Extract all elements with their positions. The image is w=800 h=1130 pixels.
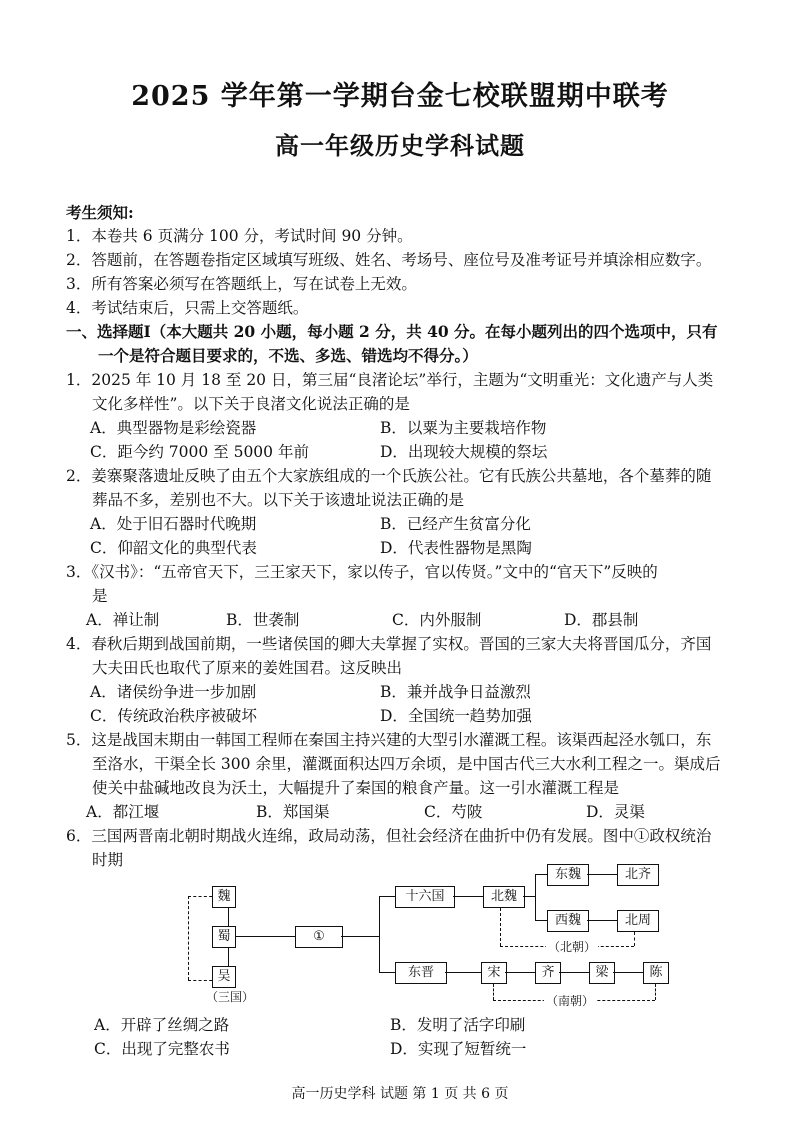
- node-eastern-jin: 东晋: [395, 962, 447, 984]
- diagram-connector: [535, 920, 547, 921]
- diagram-connector: [535, 874, 547, 875]
- question-4-option-b: B．兼并战争日益激烈: [380, 683, 531, 701]
- diagram-connector: [523, 896, 535, 897]
- question-6-line: 6．三国两晋南北朝时期战火连绵，政局动荡，但社会经济在曲折中仍有发展。图中①政权统治: [66, 827, 712, 845]
- question-5-option-b: B．郑国渠: [256, 803, 330, 821]
- question-4-line: 大夫田氏也取代了原来的姜姓国君。这反映出: [92, 659, 403, 677]
- question-5-line: 5．这是战国末期由一韩国工程师在秦国主持兴建的大型引水灌溉工程。该渠西起泾水瓠口，东: [66, 731, 712, 749]
- question-3-line: 是: [92, 587, 108, 605]
- exam-subtitle: 高一年级历史学科试题: [275, 131, 525, 160]
- node-song: 宋: [481, 962, 507, 984]
- question-1-option-d: D．出现较大规模的祭坛: [380, 443, 548, 461]
- node-western-wei: 西魏: [547, 910, 589, 932]
- diagram-dash-line: [188, 896, 189, 980]
- section-heading: 一、选择题Ⅰ（本大题共 20 小题，每小题 2 分，共 40 分。在每小题列出的四个选项中，只有: [66, 322, 718, 341]
- question-5-line: 使关中盐碱地改良为沃土，大幅提升了秦国的粮食产量。这一引水灌溉工程是: [92, 779, 620, 797]
- question-1-option-a: A．典型器物是彩绘瓷器: [90, 419, 257, 437]
- diagram-connector: [587, 920, 617, 921]
- question-6-line: 时期: [92, 851, 124, 869]
- diagram-connector: [453, 896, 483, 897]
- question-5-option-a: A．都江堰: [86, 803, 160, 821]
- diagram-connector: [505, 972, 535, 973]
- page-footer: 高一历史学科 试题 第 1 页 共 6 页: [291, 1086, 509, 1102]
- question-1-line: 文化多样性”。以下关于良渚文化说法正确的是: [92, 395, 410, 413]
- section-heading-cont: 一个是符合题目要求的，不选、多选、错选均不得分。）: [98, 346, 478, 365]
- notice-item: 4．考试结束后，只需上交答题纸。: [66, 299, 309, 317]
- question-2-option-c: C．仰韶文化的典型代表: [90, 539, 257, 557]
- caption-three-kingdoms: （三国）: [206, 990, 255, 1004]
- node-liang: 梁: [589, 962, 615, 984]
- diagram-dash-line: [655, 984, 656, 1000]
- diagram-connector: [341, 936, 379, 937]
- diagram-connector: [587, 874, 617, 875]
- question-2-line: 2．姜寨聚落遗址反映了由五个大家族组成的一个氏族公社。它有氏族公共墓地，各个墓葬的随: [66, 467, 712, 485]
- question-2-option-b: B．已经产生贫富分化: [380, 515, 531, 533]
- node-qi: 齐: [535, 962, 561, 984]
- question-3-option-d: D．郡县制: [564, 611, 639, 629]
- diagram-connector: [559, 972, 589, 973]
- question-6-option-d: D．实现了短暂统一: [390, 1040, 527, 1058]
- question-1-line: 1．2025 年 10 月 18 至 20 日，第三届“良渚论坛”举行，主题为“文明重光：文化遗产与人类: [66, 371, 714, 389]
- diagram-dash-line: [500, 908, 501, 946]
- node-chen: 陈: [643, 962, 669, 984]
- node-northern-wei: 北魏: [483, 886, 525, 908]
- question-2-line: 葬品不多，差别也不大。以下关于该遗址说法正确的是: [92, 491, 465, 509]
- question-6-option-c: C．出现了完整农书: [94, 1040, 230, 1058]
- notice-item: 3．所有答案必须写在答题纸上，写在试卷上无效。: [66, 275, 417, 293]
- caption-southern-dynasties: （南朝）: [546, 994, 595, 1008]
- question-2-option-d: D．代表性器物是黑陶: [380, 539, 532, 557]
- node-northern-zhou: 北周: [617, 910, 659, 932]
- node-wei: 魏: [212, 886, 236, 908]
- question-3-option-c: C．内外服制: [392, 611, 482, 629]
- question-5-line: 至洛水，干渠全长 300 余里，灌溉面积达四万余顷，是中国古代三大水利工程之一。渠成后: [92, 755, 721, 773]
- node-northern-qi: 北齐: [617, 864, 659, 886]
- caption-northern-dynasties: （北朝）: [548, 940, 597, 954]
- question-2-option-a: A．处于旧石器时代晚期: [90, 515, 257, 533]
- node-sixteen-kingdoms: 十六国: [395, 886, 455, 908]
- diagram-dash-line: [634, 932, 635, 946]
- question-4-line: 4．春秋后期到战国前期，一些诸侯国的卿大夫掌握了实权。晋国的三家大夫将晋国瓜分，齐国: [66, 635, 712, 653]
- question-5-option-c: C．芍陂: [424, 803, 483, 821]
- diagram-connector: [379, 896, 380, 972]
- dynasty-diagram: [180, 860, 663, 1010]
- node-eastern-wei: 东魏: [547, 864, 589, 886]
- diagram-connector: [379, 896, 395, 897]
- diagram-connector: [379, 972, 395, 973]
- diagram-connector: [445, 972, 481, 973]
- node-wu: 吴: [212, 966, 236, 988]
- question-1-option-c: C．距今约 7000 至 5000 年前: [90, 443, 309, 461]
- node-regime-1: ①: [295, 926, 343, 948]
- question-3-line: 3．《汉书》：“五帝官天下，三王家天下，家以传子，官以传贤。”文中的“官天下”反映的: [66, 563, 658, 581]
- question-3-option-b: B．世袭制: [226, 611, 300, 629]
- question-4-option-a: A．诸侯纷争进一步加剧: [90, 683, 257, 701]
- diagram-connector: [613, 972, 643, 973]
- diagram-connector: [535, 874, 536, 920]
- question-6-option-a: A．开辟了丝绸之路: [94, 1016, 230, 1034]
- question-6-option-b: B．发明了活字印刷: [390, 1016, 526, 1034]
- notice-item: 2．答题前，在答题卷指定区域填写班级、姓名、考场号、座位号及准考证号并填涂相应数字。: [66, 251, 712, 269]
- question-4-option-c: C．传统政治秩序被破坏: [90, 707, 257, 725]
- question-5-option-d: D．灵渠: [586, 803, 645, 821]
- question-4-option-d: D．全国统一趋势加强: [380, 707, 532, 725]
- notice-item: 1．本卷共 6 页满分 100 分，考试时间 90 分钟。: [66, 227, 413, 245]
- question-3-option-a: A．禅让制: [86, 611, 160, 629]
- notice-heading: 考生须知:: [66, 203, 134, 222]
- question-1-option-b: B．以粟为主要栽培作物: [380, 419, 547, 437]
- diagram-connector: [235, 936, 295, 937]
- node-shu: 蜀: [212, 926, 236, 948]
- exam-title: 2025 学年第一学期台金七校联盟期中联考: [131, 81, 669, 112]
- diagram-dash-line: [493, 984, 494, 1000]
